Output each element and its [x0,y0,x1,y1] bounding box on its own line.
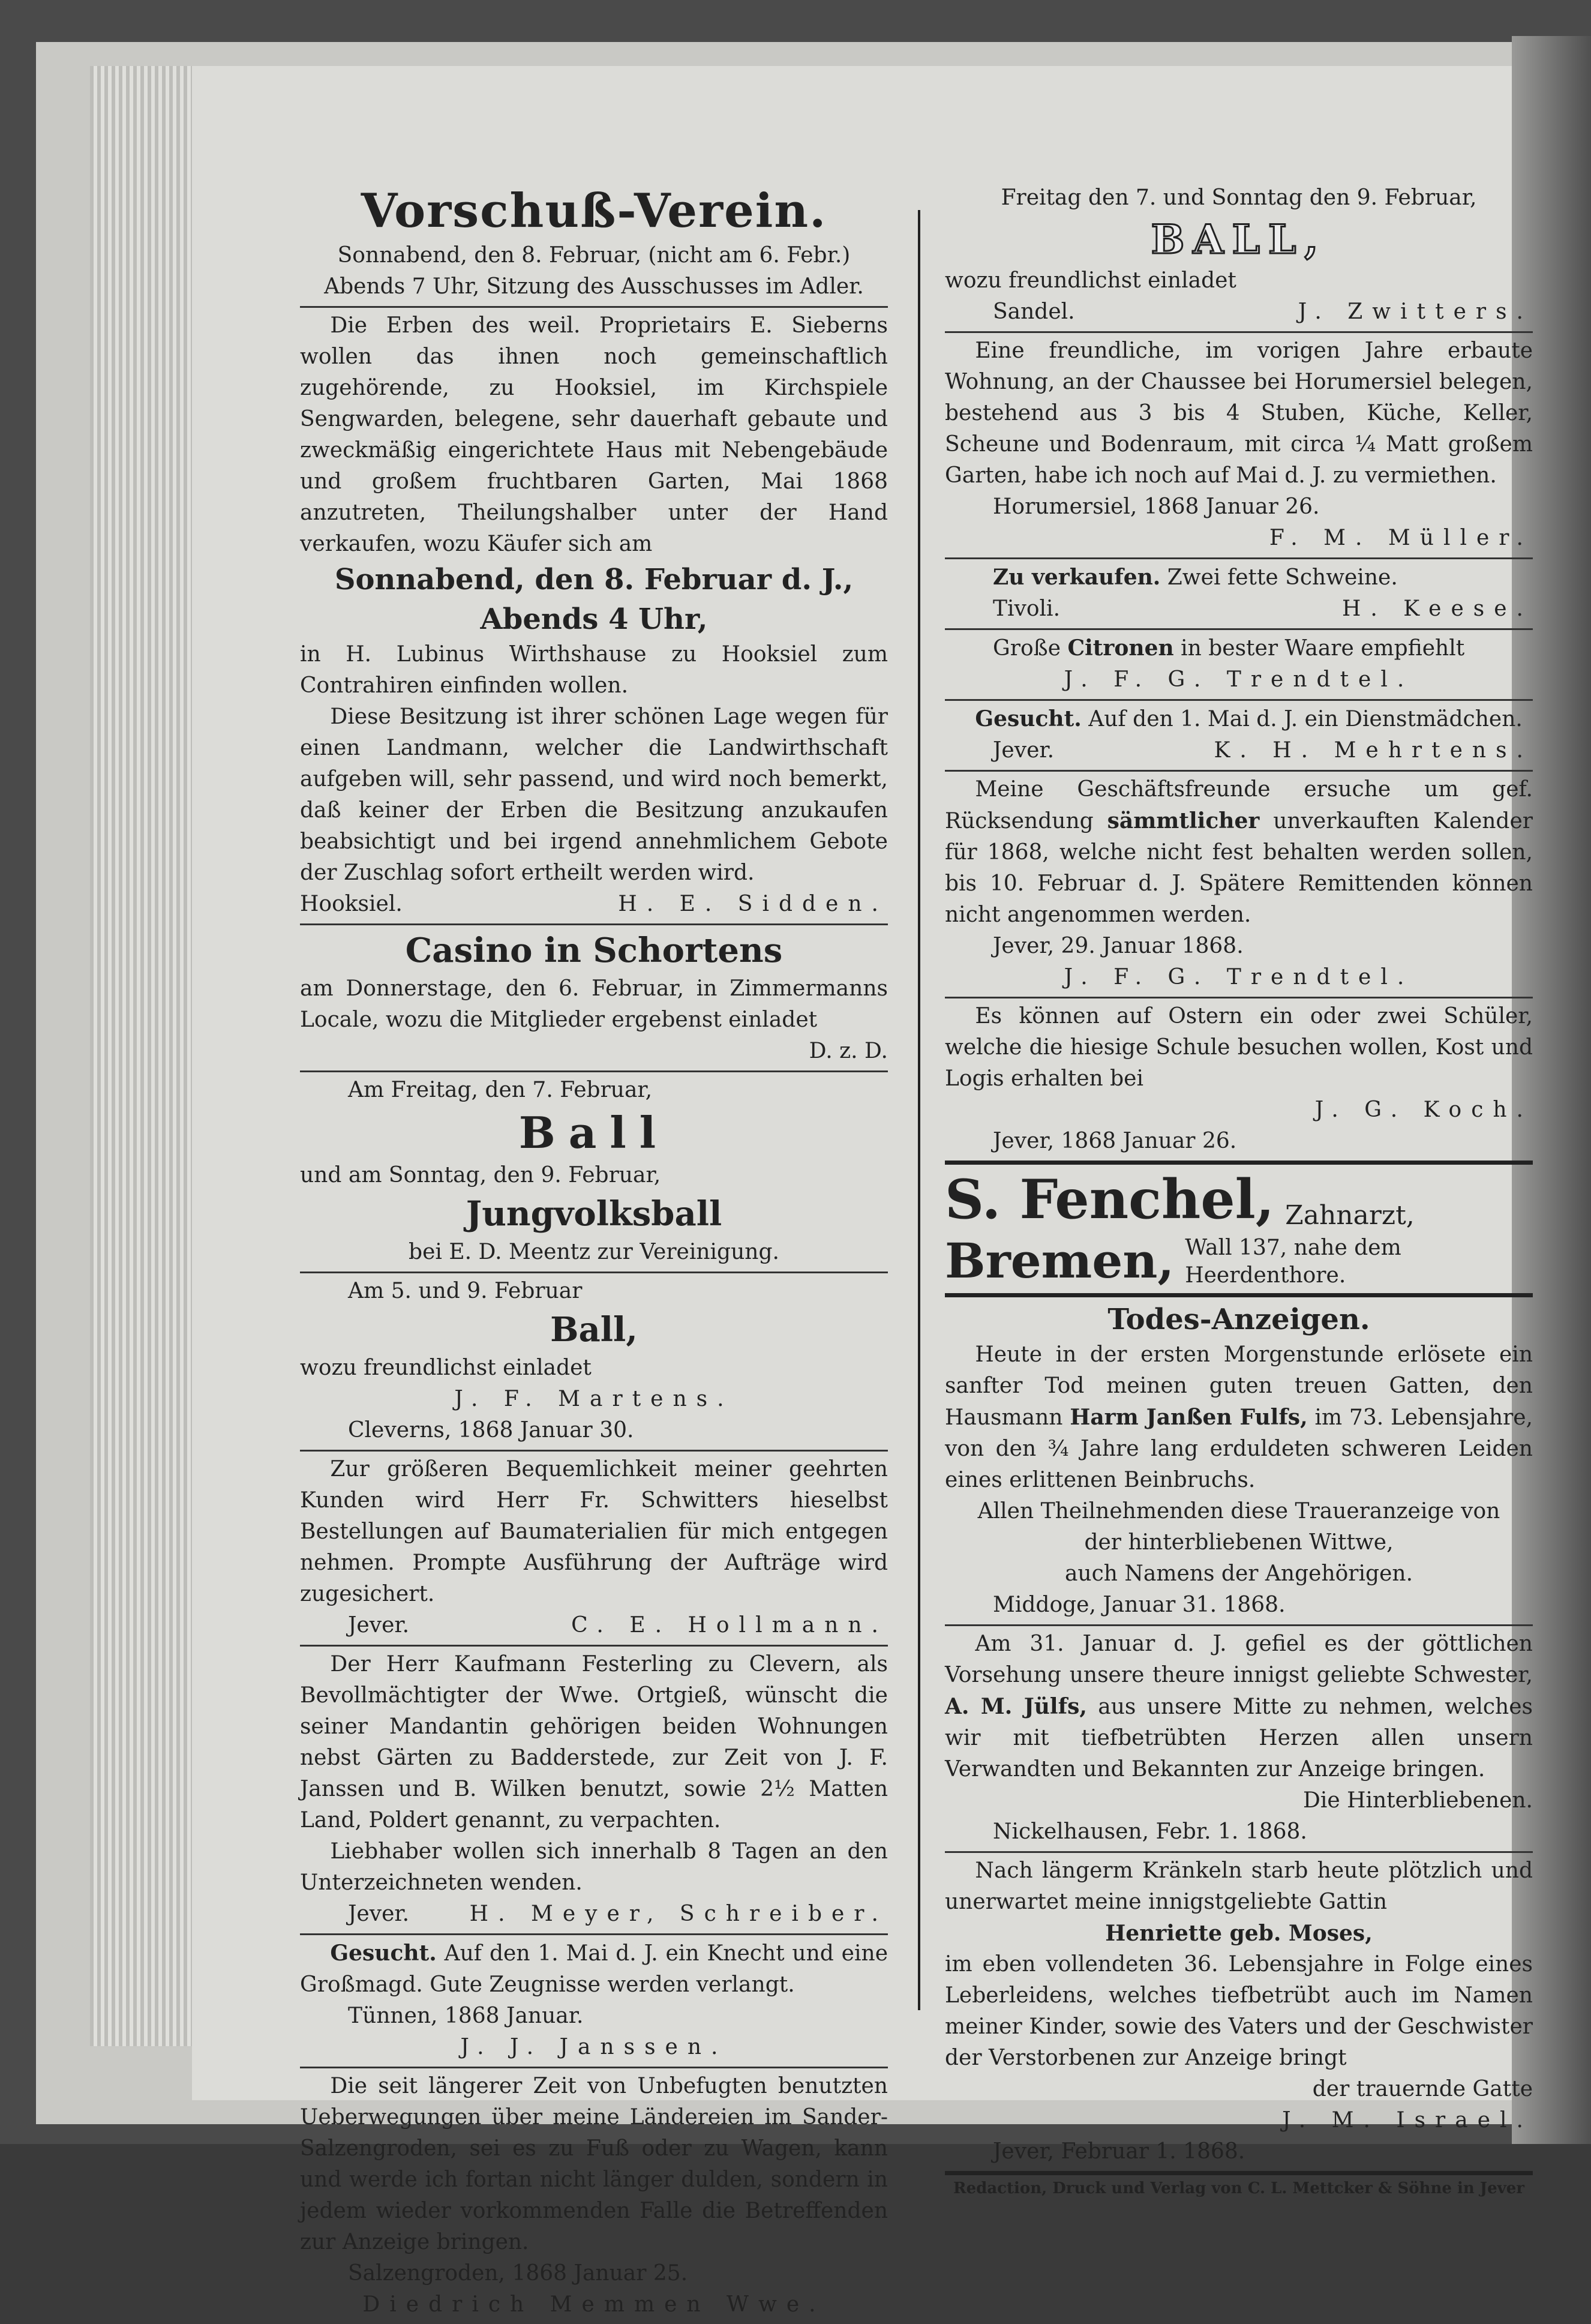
keese-signature: H. Keese. [1341,596,1533,621]
erben-time: Abends 4 Uhr, [480,602,708,636]
todes-fulfs-text3: Allen Theilnehmenden diese Traueranzeige von [977,1499,1500,1524]
page-stack-edges [90,66,192,2046]
hollmann-text: Zur größeren Bequemlichkeit meiner geehrten Kunden wird Herr Fr. Schwitters hieselbst Bestellungen auf Baumaterialien für mich entgegen nehmen. Prompte Ausführung der Aufträge wird zugesichert. [300,1457,888,1606]
todes-moses-text2: im eben vollendeten 36. Lebensjahre in Folge eines Leberleidens, welches tiefbetrübt auch im Namen meiner Kinder, sowie des Vaters und der Geschwister der Verstorbenen zur Anzeige bringt [945,1952,1533,2070]
zwitters-line1: Freitag den 7. und Sonntag den 9. Februar, [1001,185,1477,210]
mueller-signature: F. M. Müller. [1269,526,1533,550]
ad-janssen-gesucht [300,1933,888,2067]
trendtel-bold: sämmtlicher [1107,808,1260,833]
todes-fulfs-text2: im 73. Lebensjahre, von den ¾ Jahre lang erduldeten schweren Leiden eines erlittenen Beinbruchs. [945,1405,1533,1492]
meentz-line1: Am Freitag, den 7. Februar, [348,1078,653,1102]
citronen-post: in bester Waare empfiehlt [1181,636,1465,661]
trendtel-date: Jever, 29. Januar 1868. [993,934,1244,958]
erben-date: Sonnabend, den 8. Februar d. J., [334,563,854,596]
trendtel-pre: Meine Geschäftsfreunde ersuche um gef. Rücksendung [945,777,1533,833]
meyer-text2: Liebhaber wollen sich innerhalb 8 Tagen an den Unterzeichneten wenden. [300,1839,888,1895]
right-column [945,180,1533,2203]
fenchel-row1 [945,1167,1533,1232]
zwitters-ball: BALL, [1151,216,1327,263]
todes-fulfs-text: Heute in der ersten Morgenstunde erlösete ein sanfter Tod meinen guten treuen Gatten, den Hausmann [945,1342,1533,1430]
martens-line2: wozu freundlichst einladet [300,1356,592,1380]
martens-ball: Ball, [550,1310,638,1350]
mehrtens-heading: Gesucht. [975,706,1082,731]
ad-zwitters-ball [945,180,1533,331]
fenchel-profession: Zahnarzt, [1285,1200,1415,1231]
ad-meyer [300,1645,888,1933]
martens-date: Cleverns, 1868 Januar 30. [348,1418,634,1443]
todes-fulfs-name: Harm Janßen Fulfs, [1070,1405,1308,1430]
koch-text: Es können auf Ostern ein oder zwei Schüler, welche die hiesige Schule besuchen wollen, Kost und Logis erhalten bei [945,1004,1533,1091]
mehrtens-text: Auf den 1. Mai d. J. ein Dienstmädchen. [1088,707,1523,731]
janssen-heading: Gesucht. [330,1941,437,1966]
fenchel-city: Bremen, [945,1233,1175,1289]
zwitters-line2: wozu freundlichst einladet [945,268,1236,293]
ad-hollmann [300,1450,888,1645]
citronen-pre: Große [993,636,1061,661]
erben-signature-row [300,889,888,920]
erben-text3: Diese Besitzung ist ihrer schönen Lage wegen für einen Landmann, welcher die Landwirthschaft aufgeben will, sehr passend, und wird noch bemerkt, daß keiner der Erben die Besitzung anzukaufen beabsichtigt und bei irgend annehmlichem Gebote der Zuschlag sofort ertheilt werden wird. [300,704,888,885]
imprint-text: Redaction, Druck und Verlag von C. L. Mettcker & Söhne in Jever [953,2179,1524,2197]
memmen-signature: Diedrich Memmen Wwe. [362,2292,825,2317]
keese-signature-row [945,593,1533,625]
erben-text: Die Erben des weil. Proprietairs E. Sieberns wollen das ihnen noch gemeinschaftlich zugehörende, zu Hooksiel, im Kirchspiele Sengwarden, belegene, sehr dauerhaft gebaute und zweckmäßig eingerichtete Haus mit Nebengebäude und großem fruchtbaren Garten, Mai 1868 anzutreten, Theilungshalber unter der Hand verkaufen, wozu Käufer sich am [300,313,888,556]
todes-moses-text: Nach längerm Kränkeln starb heute plötzlich und unerwartet meine innigstgeliebte Gattin [945,1858,1533,1914]
ad-mueller-wohnung [945,331,1533,557]
todes-fulfs-relatives: auch Namens der Angehörigen. [1064,1561,1413,1586]
zwitters-signature-row [945,296,1533,328]
ad-mehrtens-gesucht [945,699,1533,770]
meentz-line3: bei E. D. Meentz zur Vereinigung. [409,1240,779,1264]
hollmann-place: Jever. [348,1613,410,1638]
fenchel-name: S. Fenchel, [945,1168,1275,1231]
martens-signature: J. F. Martens. [454,1387,734,1411]
todes-moses-signature: J. M. Israel. [1282,2108,1533,2133]
mehrtens-place: Jever. [993,738,1055,763]
left-column [300,180,888,2324]
vorschuss-line2: Abends 7 Uhr, Sitzung des Ausschusses im Adler. [324,274,864,299]
todes-moses-husband: der trauernde Gatte [1312,2077,1533,2101]
todes-fulfs-widow: der hinterbliebenen Wittwe, [1084,1530,1394,1555]
citronen-bold: Citronen [1067,635,1174,661]
janssen-date: Tünnen, 1868 Januar. [348,2004,584,2028]
hollmann-signature-row [300,1610,888,1641]
ad-vorschuss-verein [300,180,888,306]
erben-place: Hooksiel. [300,892,403,916]
memmen-text: Die seit längerer Zeit von Unbefugten benutzten Ueberwegungen über meine Ländereien im Sander-Salzengroden, sei es zu Fuß oder zu Wagen, kann und werde ich fortan nicht länger dulden, sondern in jedem wieder vorkommenden Falle die Betreffenden zur Anzeige bringen. [300,2074,888,2254]
meentz-jungvolksball: Jungvolksball [466,1194,722,1234]
ad-citronen [945,628,1533,699]
todes-moses-date: Jever, Februar 1. 1868. [993,2139,1245,2164]
todes-fulfs-date: Middoge, Januar 31. 1868. [993,1593,1286,1617]
todes-juelfs-text2: aus unsere Mitte zu nehmen, welches wir mit tiefbetrübten Herzen allen unsern Verwandten und Bekannten zur Anzeige bringen. [945,1695,1533,1782]
janssen-signature: J. J. Janssen. [460,2035,728,2059]
zwitters-place: Sandel. [993,299,1075,324]
janssen-text: Auf den 1. Mai d. J. ein Knecht und eine Großmagd. Gute Zeugnisse werden verlangt. [300,1941,888,1997]
ad-fenchel-zahnarzt [945,1160,1533,1293]
todes-fulfs [945,1339,1533,1496]
todes-anzeigen [945,1293,1533,1624]
todes-moses [945,1851,1533,2171]
ad-trendtel-kalender [945,770,1533,997]
keese-heading: Zu verkaufen. [993,565,1161,590]
column-divider [918,210,920,2010]
ad-keese [945,557,1533,628]
vorschuss-title: Vorschuß-Verein. [361,184,827,238]
todes-juelfs-date: Nickelhausen, Febr. 1. 1868. [993,1819,1307,1844]
trendtel-post: unverkauften Kalender für 1868, welche nicht fest behalten werden sollen, bis 10. Februar d. J. Spätere Remittenden können nicht angenommen werden. [945,809,1533,927]
ad-koch [945,997,1533,1160]
meyer-place: Jever. [348,1902,410,1926]
fenchel-row2 [945,1232,1533,1290]
todes-juelfs-name: A. M. Jülfs, [945,1694,1087,1719]
ad-erben-sieberns [300,306,888,923]
mehrtens-signature: K. H. Mehrtens. [1214,738,1533,763]
meyer-signature: H. Meyer, Schreiber. [469,1902,888,1926]
imprint [945,2171,1533,2203]
keese-place: Tivoli. [993,596,1061,621]
todes-juelfs-text: Am 31. Januar d. J. gefiel es der göttlichen Vorsehung unsere theure innigst geliebte Schwester, [945,1632,1533,1687]
casino-signature: D. z. D. [809,1039,888,1063]
casino-text: am Donnerstage, den 6. Februar, in Zimmermanns Locale, wozu die Mitglieder ergebenst einladet [300,976,888,1032]
memmen-date: Salzengroden, 1868 Januar 25. [348,2261,688,2286]
citronen-signature: J. F. G. Trendtel. [1064,667,1414,692]
meyer-signature-row [300,1899,888,1930]
keese-text: Zwei fette Schweine. [1167,565,1398,590]
ad-meentz-ball [300,1070,888,1272]
todes-title: Todes-Anzeigen. [1107,1303,1370,1336]
erben-signature: H. E. Sidden. [618,892,888,916]
ad-martens-ball [300,1272,888,1450]
mehrtens-signature-row [945,735,1533,766]
todes-juelfs-signature: Die Hinterbliebenen. [1302,1788,1533,1813]
mueller-date: Horumersiel, 1868 Januar 26. [993,494,1320,519]
meentz-ball: Ball [518,1107,670,1158]
koch-date: Jever, 1868 Januar 26. [993,1129,1237,1153]
ad-casino-schortens [300,923,888,1070]
todes-juelfs [945,1624,1533,1851]
martens-line1: Am 5. und 9. Februar [348,1279,583,1303]
koch-signature: J. G. Koch. [1314,1097,1533,1122]
hollmann-signature: C. E. Hollmann. [571,1613,888,1638]
mueller-text: Eine freundliche, im vorigen Jahre erbaute Wohnung, an der Chaussee bei Horumersiel belegen, bestehend aus 3 bis 4 Stuben, Küche, Keller, Scheune und Bodenraum, mit circa ¼ Matt großem Garten, habe ich noch auf Mai d. J. zu vermiethen. [945,338,1533,488]
todes-moses-name: Henriette geb. Moses, [1105,1921,1373,1946]
trendtel-signature: J. F. G. Trendtel. [1064,965,1414,989]
meyer-text: Der Herr Kaufmann Festerling zu Clevern, als Bevollmächtigter der Wwe. Ortgieß, wünscht die seiner Mandantin gehörigen beiden Wohnungen nebst Gärten zu Badderstede, zur Zeit von J. F. Janssen und B. Wilken benutzt, sowie 2½ Matten Land, Poldert genannt, zu verpachten. [300,1652,888,1833]
meentz-line2: und am Sonntag, den 9. Februar, [300,1163,661,1188]
fenchel-address: Wall 137, nahe dem Heerdenthore. [1185,1236,1401,1288]
ad-memmen [300,2067,888,2324]
vorschuss-line1: Sonnabend, den 8. Februar, (nicht am 6. Febr.) [337,243,851,268]
casino-title: Casino in Schortens [405,931,783,970]
erben-text2: in H. Lubinus Wirthshause zu Hooksiel zum Contrahiren einfinden wollen. [300,642,888,698]
zwitters-signature: J. Zwitters. [1298,299,1533,324]
